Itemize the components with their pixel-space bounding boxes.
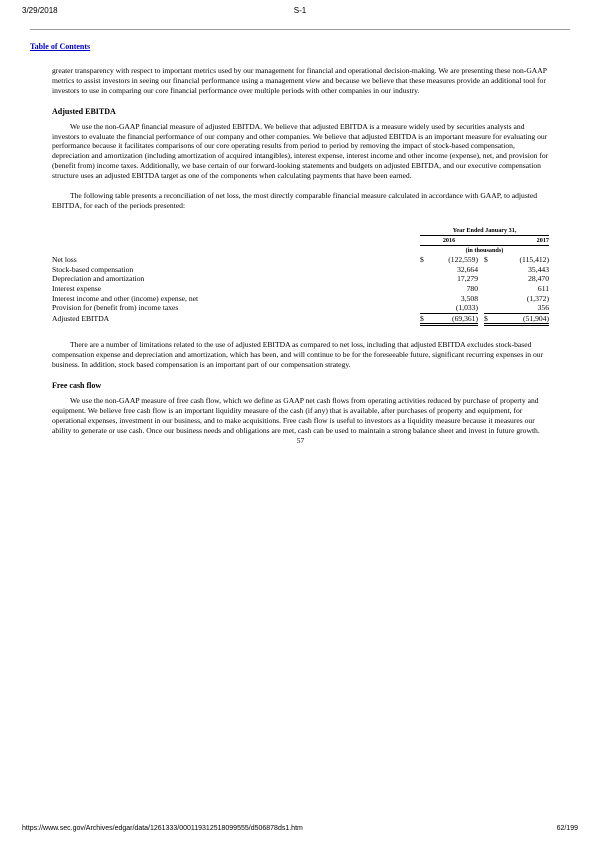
value-2016: (1,033) xyxy=(420,303,478,313)
currency-symbol: $ xyxy=(420,313,424,323)
currency-symbol: $ xyxy=(484,255,488,265)
value-2016: 780 xyxy=(466,283,478,293)
table-row-total xyxy=(52,313,549,325)
row-label: Depreciation and amortization xyxy=(52,274,145,284)
value-2016: (69,361) xyxy=(452,313,478,323)
row-label: Net loss xyxy=(52,255,77,265)
header-divider xyxy=(30,29,570,30)
currency-symbol: $ xyxy=(420,255,424,265)
row-label: Interest expense xyxy=(52,283,102,293)
intro-paragraph: greater transparency with respect to important metrics used by our management for financial and operational decision-making. We are presenting these non-GAAP metrics to assist investors in seeing our financial performance using a management view and because we believe that these measures provide an additional tool for investors to use in comparing our core financial performance over multiple periods with other companies in our industry. xyxy=(52,66,547,95)
table-header-years xyxy=(52,236,549,246)
value-2016: 17,279 xyxy=(457,274,478,284)
print-page-count: 62/199 xyxy=(556,825,578,832)
value-2017: 356 xyxy=(484,303,549,313)
adjusted-ebitda-paragraph-2: The following table presents a reconciliation of net loss, the most directly comparable financial measure calculated in accordance with GAAP, to adjusted EBITDA, for each of the periods presented: xyxy=(52,191,538,210)
value-2017: 35,443 xyxy=(528,264,549,274)
page-number: 57 xyxy=(296,435,305,445)
value-2016: 3,508 xyxy=(460,293,478,303)
table-row xyxy=(52,294,549,304)
value-2017: (115,412) xyxy=(519,255,549,265)
value-2017: 611 xyxy=(537,283,549,293)
table-header-period xyxy=(52,226,549,236)
document-body xyxy=(52,66,549,445)
value-2017: 28,470 xyxy=(528,274,549,284)
row-label: Provision for (benefit from) income taxes xyxy=(52,303,179,313)
table-header-units xyxy=(52,246,549,256)
value-2016: 32,664 xyxy=(457,264,478,274)
currency-symbol: $ xyxy=(484,313,488,323)
ebitda-reconciliation-table xyxy=(52,226,549,326)
adjusted-ebitda-heading: Adjusted EBITDA xyxy=(52,106,116,116)
year-2017-header: 2017 xyxy=(484,236,549,246)
table-row xyxy=(52,265,549,275)
value-2017: (1,372) xyxy=(526,293,549,303)
print-date: 3/29/2018 xyxy=(22,6,58,15)
adjusted-ebitda-paragraph-1: We use the non-GAAP financial measure of adjusted EBITDA. We believe that adjusted EBITDA is a measure widely used by securities analysts and investors to evaluate the financial performance of our company and other companies. We believe that adjusted EBITDA is an important measure for evaluating our performance because it facilitates comparisons of our core operating results from period to period by removing the impact of stock-based compensation, depreciation and amortization (including amortization of acquired intangibles), interest expense, interest income and other income (expense), net, and provision for (benefit from) income taxes. Additionally, we base certain of our forward-looking statements and budgets on adjusted EBITDA, and our executive compensation structure uses an adjusted EBITDA target as one of the components when calculating payments that have been earned. xyxy=(52,121,549,181)
row-label: Adjusted EBITDA xyxy=(52,314,110,324)
table-row xyxy=(52,255,549,265)
print-header xyxy=(22,6,578,20)
table-of-contents-link[interactable]: Table of Contents xyxy=(30,42,91,51)
year-2016-header: 2016 xyxy=(420,236,478,246)
row-label: Interest income and other (income) expense, net xyxy=(52,293,199,303)
adjusted-ebitda-paragraph-3: There are a number of limitations related to the use of adjusted EBITDA as compared to net loss, including that adjusted EBITDA excludes stock-based compensation expense and depreciation and amortization, which has been, and will continue to be for the foreseeable future, significant recurring expenses in our business. In addition, stock based compensation is an important part of our compensation strategy. xyxy=(52,340,544,370)
free-cash-flow-paragraph: We use the non-GAAP measure of free cash flow, which we define as GAAP net cash flows from operating activities reduced by purchase of property and equipment. We believe free cash flow is an important liquidity measure of the cash (if any) that is available, after purchases of property and equipment, for operational expenses, investment in our business, and to make acquisitions. Free cash flow is useful to investors as a liquidity measure because it measures our ability to generate or use cash. Once our business needs and obligations are met, cash can be used to maintain a strong balance sheet and invest in future growth. xyxy=(52,395,540,435)
free-cash-flow-heading: Free cash flow xyxy=(52,381,102,391)
units-label: (in thousands) xyxy=(465,246,504,254)
print-title: S-1 xyxy=(293,6,307,15)
table-row xyxy=(52,274,549,284)
row-label: Stock-based compensation xyxy=(52,264,134,274)
table-row xyxy=(52,303,549,313)
value-2017: (51,904) xyxy=(523,313,549,323)
table-row xyxy=(52,284,549,294)
print-url: https://www.sec.gov/Archives/edgar/data/1261333/000119312518099555/d506878ds1.htm xyxy=(22,825,303,832)
value-2016: (122,559) xyxy=(448,255,478,265)
period-header: Year Ended January 31, xyxy=(420,226,549,236)
